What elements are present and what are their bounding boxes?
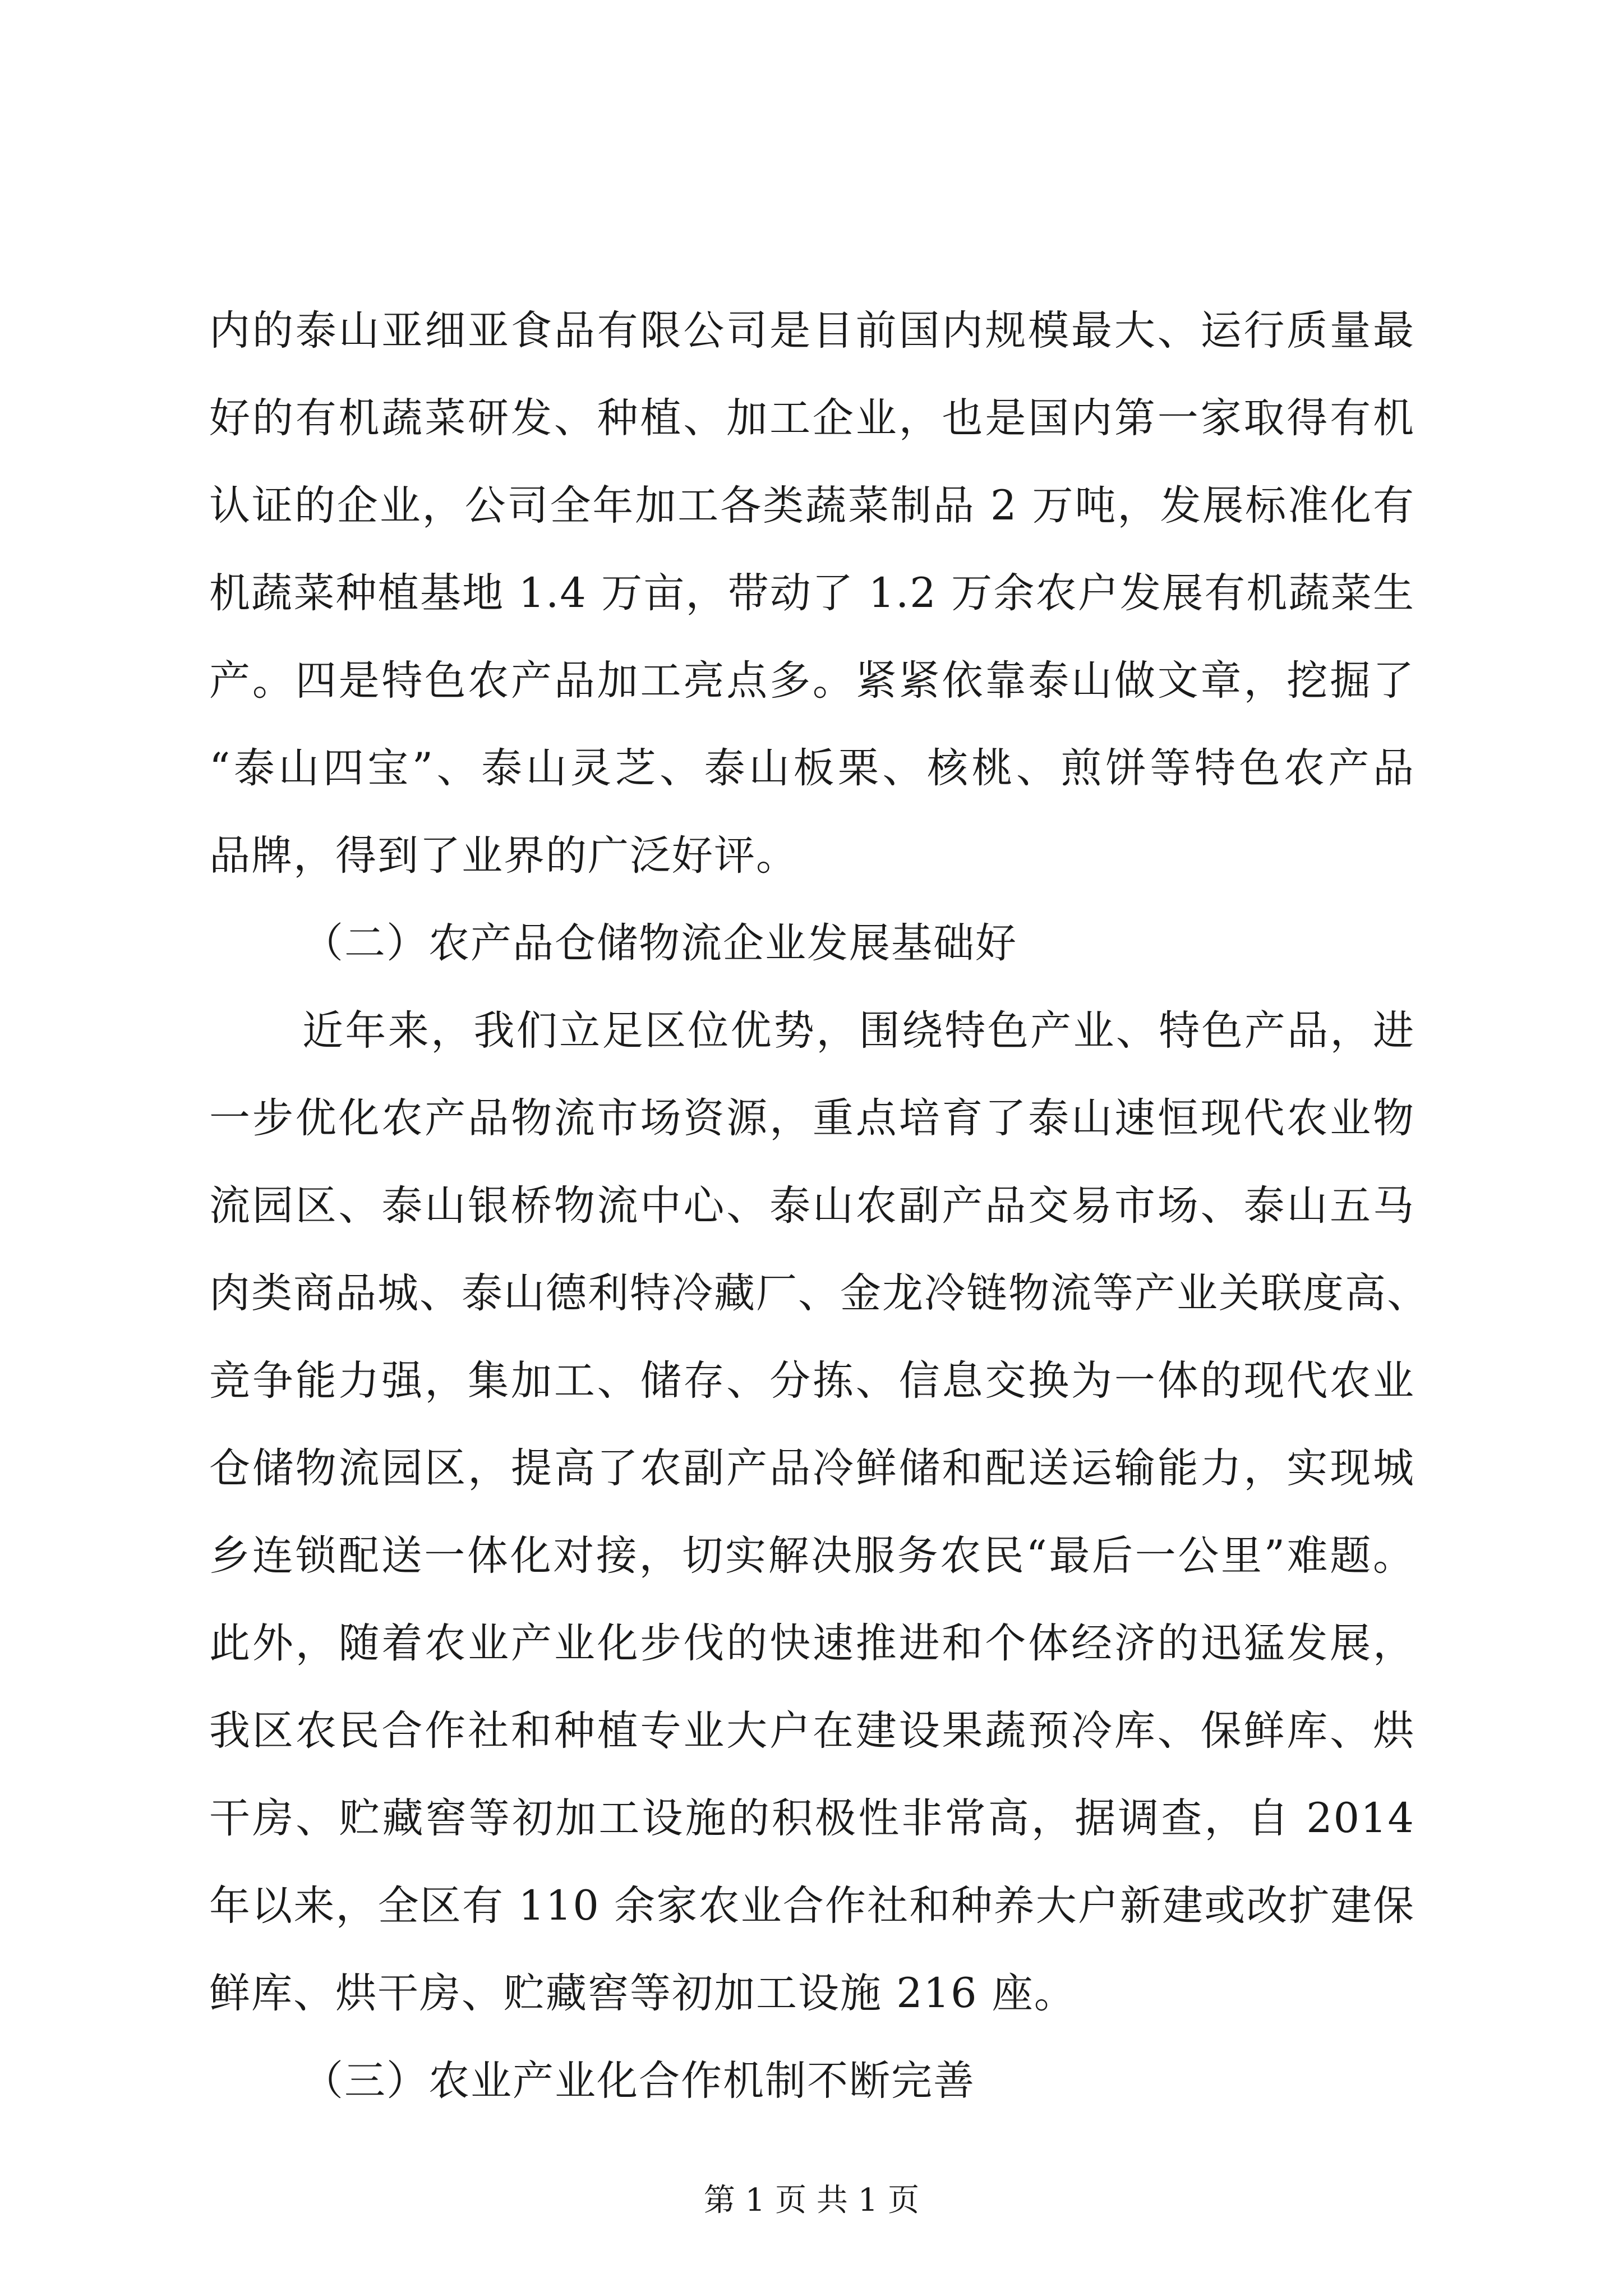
paragraph-line: “泰山四宝”、泰山灵芝、泰山板栗、核桃、煎饼等特色农产品 [209, 744, 1415, 792]
paragraph-line: 鲜库、烘干房、贮藏窖等初加工设施 216 座。 [209, 1970, 1076, 2017]
paragraph-line: 内的泰山亚细亚食品有限公司是目前国内规模最大、运行质量最 [209, 307, 1415, 355]
paragraph-line: 一步优化农产品物流市场资源，重点培育了泰山速恒现代农业物 [209, 1094, 1415, 1142]
paragraph-line: 肉类商品城、泰山德利特冷藏厂、金龙冷链物流等产业关联度高、 [209, 1269, 1429, 1317]
paragraph-line: 认证的企业，公司全年加工各类蔬菜制品 2 万吨，发展标准化有 [209, 482, 1415, 530]
paragraph-line: 机蔬菜种植基地 1.4 万亩，带动了 1.2 万余农户发展有机蔬菜生 [209, 569, 1415, 617]
paragraph-line: 干房、贮藏窖等初加工设施的积极性非常高，据调查，自 2014 [209, 1795, 1415, 1842]
paragraph-line: 品牌，得到了业界的广泛好评。 [209, 832, 798, 880]
section-heading: （二）农产品仓储物流企业发展基础好 [302, 919, 1017, 967]
paragraph-line: 产。四是特色农产品加工亮点多。紧紧依靠泰山做文章，挖掘了 [209, 657, 1415, 705]
paragraph-line: 乡连锁配送一体化对接，切实解决服务农民“最后一公里”难题。 [209, 1532, 1415, 1580]
section-heading: （三）农业产业化合作机制不断完善 [302, 2057, 975, 2105]
paragraph-line: 竞争能力强，集加工、储存、分拣、信息交换为一体的现代农业 [209, 1357, 1415, 1405]
paragraph-line: 好的有机蔬菜研发、种植、加工企业，也是国内第一家取得有机 [209, 394, 1415, 442]
paragraph-line: 仓储物流园区，提高了农副产品冷鲜储和配送运输能力，实现城 [209, 1444, 1415, 1492]
paragraph-line: 近年来，我们立足区位优势，围绕特色产业、特色产品，进 [302, 1007, 1415, 1055]
paragraph-line: 此外，随着农业产业化步伐的快速推进和个体经济的迅猛发展， [209, 1619, 1415, 1667]
paragraph-line: 年以来，全区有 110 余家农业合作社和种养大户新建或改扩建保 [209, 1882, 1415, 1930]
paragraph-line: 流园区、泰山银桥物流中心、泰山农副产品交易市场、泰山五马 [209, 1182, 1415, 1230]
paragraph-line: 我区农民合作社和种植专业大户在建设果蔬预冷库、保鲜库、烘 [209, 1707, 1415, 1755]
page-footer: 第 1 页 共 1 页 [703, 2182, 920, 2219]
